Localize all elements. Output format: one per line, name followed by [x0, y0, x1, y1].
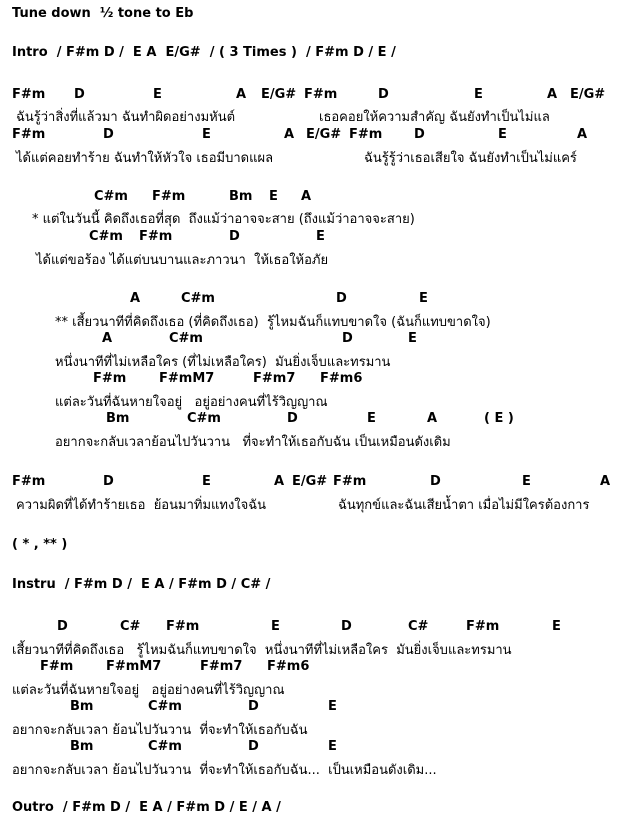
lyric-line: ฉันรู้รู้ว่าเธอเสียใจ ฉันยังทำเป็นไม่แคร์ — [364, 151, 577, 166]
chord-label: E — [202, 127, 211, 142]
tuning-note: Tune down ½ tone to Eb — [12, 6, 194, 21]
chord-label: C#m — [94, 189, 128, 204]
chord-label: A — [547, 87, 558, 102]
lyric-line: เธอคอยให้ความสำคัญ ฉันยังทำเป็นไม่แล — [319, 110, 550, 125]
chord-label: F#m — [139, 229, 173, 244]
chord-label: F#m — [466, 619, 500, 634]
lyric-line: ได้แต่คอยทำร้าย ฉันทำให้หัวใจ เธอมีบาดแผล — [16, 151, 274, 166]
chord-label: A — [236, 87, 247, 102]
chord-label: A — [301, 189, 312, 204]
lyric-line: หนึ่งนาทีที่ไม่เหลือใคร (ที่ไม่เหลือใคร) มันยิ่งเจ็บและทรมาน — [55, 355, 391, 370]
chord-label: D — [248, 699, 259, 714]
lyric-line: ฉันทุกข์และฉันเสียน้ำตา เมื่อไม่มีใครต้องการ — [338, 498, 590, 513]
chord-label: E — [153, 87, 162, 102]
chord-label: F#m — [304, 87, 338, 102]
chord-label: D — [336, 291, 347, 306]
chord-label: E/G# — [570, 87, 606, 102]
chord-label: E — [522, 474, 531, 489]
chord-label: F#m6 — [320, 371, 363, 386]
chord-label: F#m — [12, 127, 46, 142]
chord-label: F#m6 — [267, 659, 310, 674]
chord-label: A — [427, 411, 438, 426]
chord-label: F#m — [166, 619, 200, 634]
chord-label: D — [103, 127, 114, 142]
chord-label: E/G# — [306, 127, 342, 142]
chord-label: D — [57, 619, 68, 634]
chord-label: F#m7 — [200, 659, 243, 674]
chord-label: E — [202, 474, 211, 489]
chord-label: F#m — [93, 371, 127, 386]
chord-label: E — [316, 229, 325, 244]
chord-label: D — [342, 331, 353, 346]
lyric-line: อยากจะกลับเวลา ย้อนไปวันวาน ที่จะทำให้เธอกับฉัน — [12, 723, 308, 738]
chord-label: E — [328, 739, 337, 754]
chord-label: E — [408, 331, 417, 346]
chord-label: E/G# — [292, 474, 328, 489]
chord-label: A — [600, 474, 611, 489]
lyric-line: แต่ละวันที่ฉันหายใจอยู่ อยู่อย่างคนที่ไร้วิญญาณ — [12, 683, 285, 698]
intro-progression: Intro / F#m D / E A E/G# / ( 3 Times ) / F#m D / E / — [12, 45, 396, 60]
chord-label: F#m — [12, 87, 46, 102]
chord-label: E — [271, 619, 280, 634]
chord-label: E — [269, 189, 278, 204]
instrumental-progression: Instru / F#m D / E A / F#m D / C# / — [12, 577, 271, 592]
chord-label: F#m — [152, 189, 186, 204]
chord-label: ( E ) — [484, 411, 514, 426]
chord-label: F#mM7 — [106, 659, 162, 674]
lyric-line: อยากจะกลับเวลาย้อนไปวันวาน ที่จะทำให้เธอกับฉัน เป็นเหมือนดังเดิม — [55, 435, 451, 450]
outro-progression: Outro / F#m D / E A / F#m D / E / A / — [12, 800, 281, 815]
chord-label: A — [102, 331, 113, 346]
chord-label: F#m — [12, 474, 46, 489]
chord-label: E — [474, 87, 483, 102]
lyric-line: เสี้ยวนาทีที่คิดถึงเธอ รู้ไหมฉันก็แทบขาดใจ หนึ่งนาทีที่ไม่เหลือใคร มันยิ่งเจ็บและทรมาน — [12, 643, 512, 658]
chord-label: Bm — [70, 699, 94, 714]
chord-label: Bm — [229, 189, 253, 204]
chord-label: C#m — [181, 291, 215, 306]
chord-label: E — [552, 619, 561, 634]
chord-label: F#mM7 — [159, 371, 215, 386]
chord-label: E — [367, 411, 376, 426]
chord-label: F#m — [40, 659, 74, 674]
chord-label: F#m7 — [253, 371, 296, 386]
lyric-line: * แต่ในวันนี้ คิดถึงเธอที่สุด ถึงแม้ว่าอาจจะสาย (ถึงแม้ว่าอาจจะสาย) — [32, 212, 415, 227]
chord-label: A — [130, 291, 141, 306]
chord-label: D — [341, 619, 352, 634]
chord-label: D — [378, 87, 389, 102]
chord-label: C# — [120, 619, 141, 634]
chord-label: A — [284, 127, 295, 142]
chord-label: C#m — [148, 739, 182, 754]
chord-label: Bm — [106, 411, 130, 426]
chord-label: A — [274, 474, 285, 489]
lyric-line: ความผิดที่ได้ทำร้ายเธอ ย้อนมาทิ่มแทงใจฉัน — [16, 498, 267, 513]
chord-label: E — [419, 291, 428, 306]
lyric-line: ** เสี้ยวนาทีที่คิดถึงเธอ (ที่คิดถึงเธอ) รู้ไหมฉันก็แทบขาดใจ (ฉันก็แทบขาดใจ) — [55, 315, 491, 330]
chord-label: D — [430, 474, 441, 489]
chord-label: D — [229, 229, 240, 244]
chord-label: D — [74, 87, 85, 102]
chord-label: E/G# — [261, 87, 297, 102]
chord-label: C#m — [187, 411, 221, 426]
chord-label: F#m — [333, 474, 367, 489]
chord-label: D — [248, 739, 259, 754]
chord-label: F#m — [349, 127, 383, 142]
chord-label: Bm — [70, 739, 94, 754]
chord-label: C#m — [169, 331, 203, 346]
chord-label: D — [287, 411, 298, 426]
lyric-line: ฉันรู้ว่าสิ่งที่แล้วมา ฉันทำผิดอย่างมหันต์ — [16, 110, 236, 125]
chord-label: A — [577, 127, 588, 142]
chord-label: C# — [408, 619, 429, 634]
lyric-line: แต่ละวันที่ฉันหายใจอยู่ อยู่อย่างคนที่ไร้วิญญาณ — [55, 395, 328, 410]
chord-label: C#m — [89, 229, 123, 244]
chord-label: D — [103, 474, 114, 489]
lyric-line: อยากจะกลับเวลา ย้อนไปวันวาน ที่จะทำให้เธอกับฉัน... เป็นเหมือนดังเดิม... — [12, 763, 437, 778]
lyric-line: ได้แต่ขอร้อง ได้แต่บนบานและภาวนา ให้เธอให้อภัย — [36, 253, 329, 268]
chord-label: D — [414, 127, 425, 142]
chord-label: E — [498, 127, 507, 142]
chord-label: C#m — [148, 699, 182, 714]
chord-label: E — [328, 699, 337, 714]
repeat-marker: ( * , ** ) — [12, 537, 68, 552]
